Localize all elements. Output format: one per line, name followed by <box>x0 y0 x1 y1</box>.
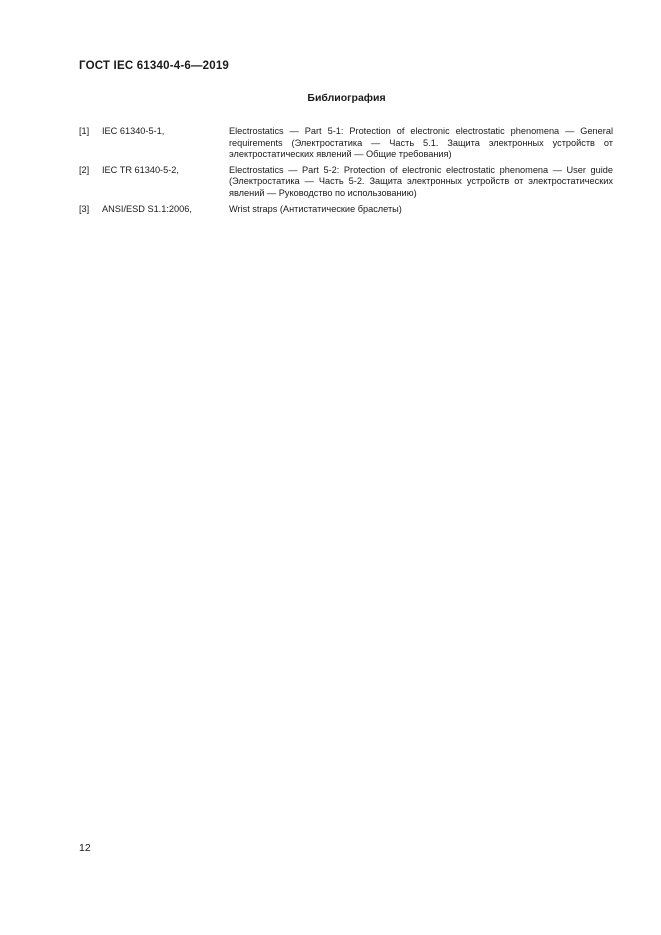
bibliography-item-number: [3] <box>79 203 90 214</box>
bibliography-item-reference: IEC 61340-5-1, <box>102 126 165 136</box>
bibliography-item-description: Electrostatics — Part 5-1: Protection of electronic electrostatic phenomena — General requirements (Электростатика — Часть 5.1. Защита электронных устройств от электростатических явлений — Общие требования) <box>229 126 613 160</box>
bibliography-item-reference: IEC TR 61340-5-2, <box>102 164 179 175</box>
bibliography-title: Библиография <box>307 92 386 104</box>
bibliography-item-number: [1] <box>79 126 90 136</box>
document-header: ГОСТ IEC 61340-4-6—2019 <box>79 60 230 72</box>
bibliography-item-description: Wrist straps (Антистатические браслеты) <box>229 203 402 214</box>
bibliography-item-number: [2] <box>79 164 90 175</box>
bibliography-item <box>79 204 613 216</box>
bibliography-item <box>79 126 613 161</box>
page-number: 12 <box>79 842 91 854</box>
bibliography-item <box>79 165 613 200</box>
bibliography-item-description: Electrostatics — Part 5-2: Protection of electronic electrostatic phenomena — User guide (Электростатика — Часть 5-2. Защита электронных устройств от электростатических явлений — Руководство по использованию) <box>229 164 613 198</box>
bibliography-list <box>79 126 613 219</box>
bibliography-item-reference: ANSI/ESD S1.1:2006, <box>102 203 192 214</box>
